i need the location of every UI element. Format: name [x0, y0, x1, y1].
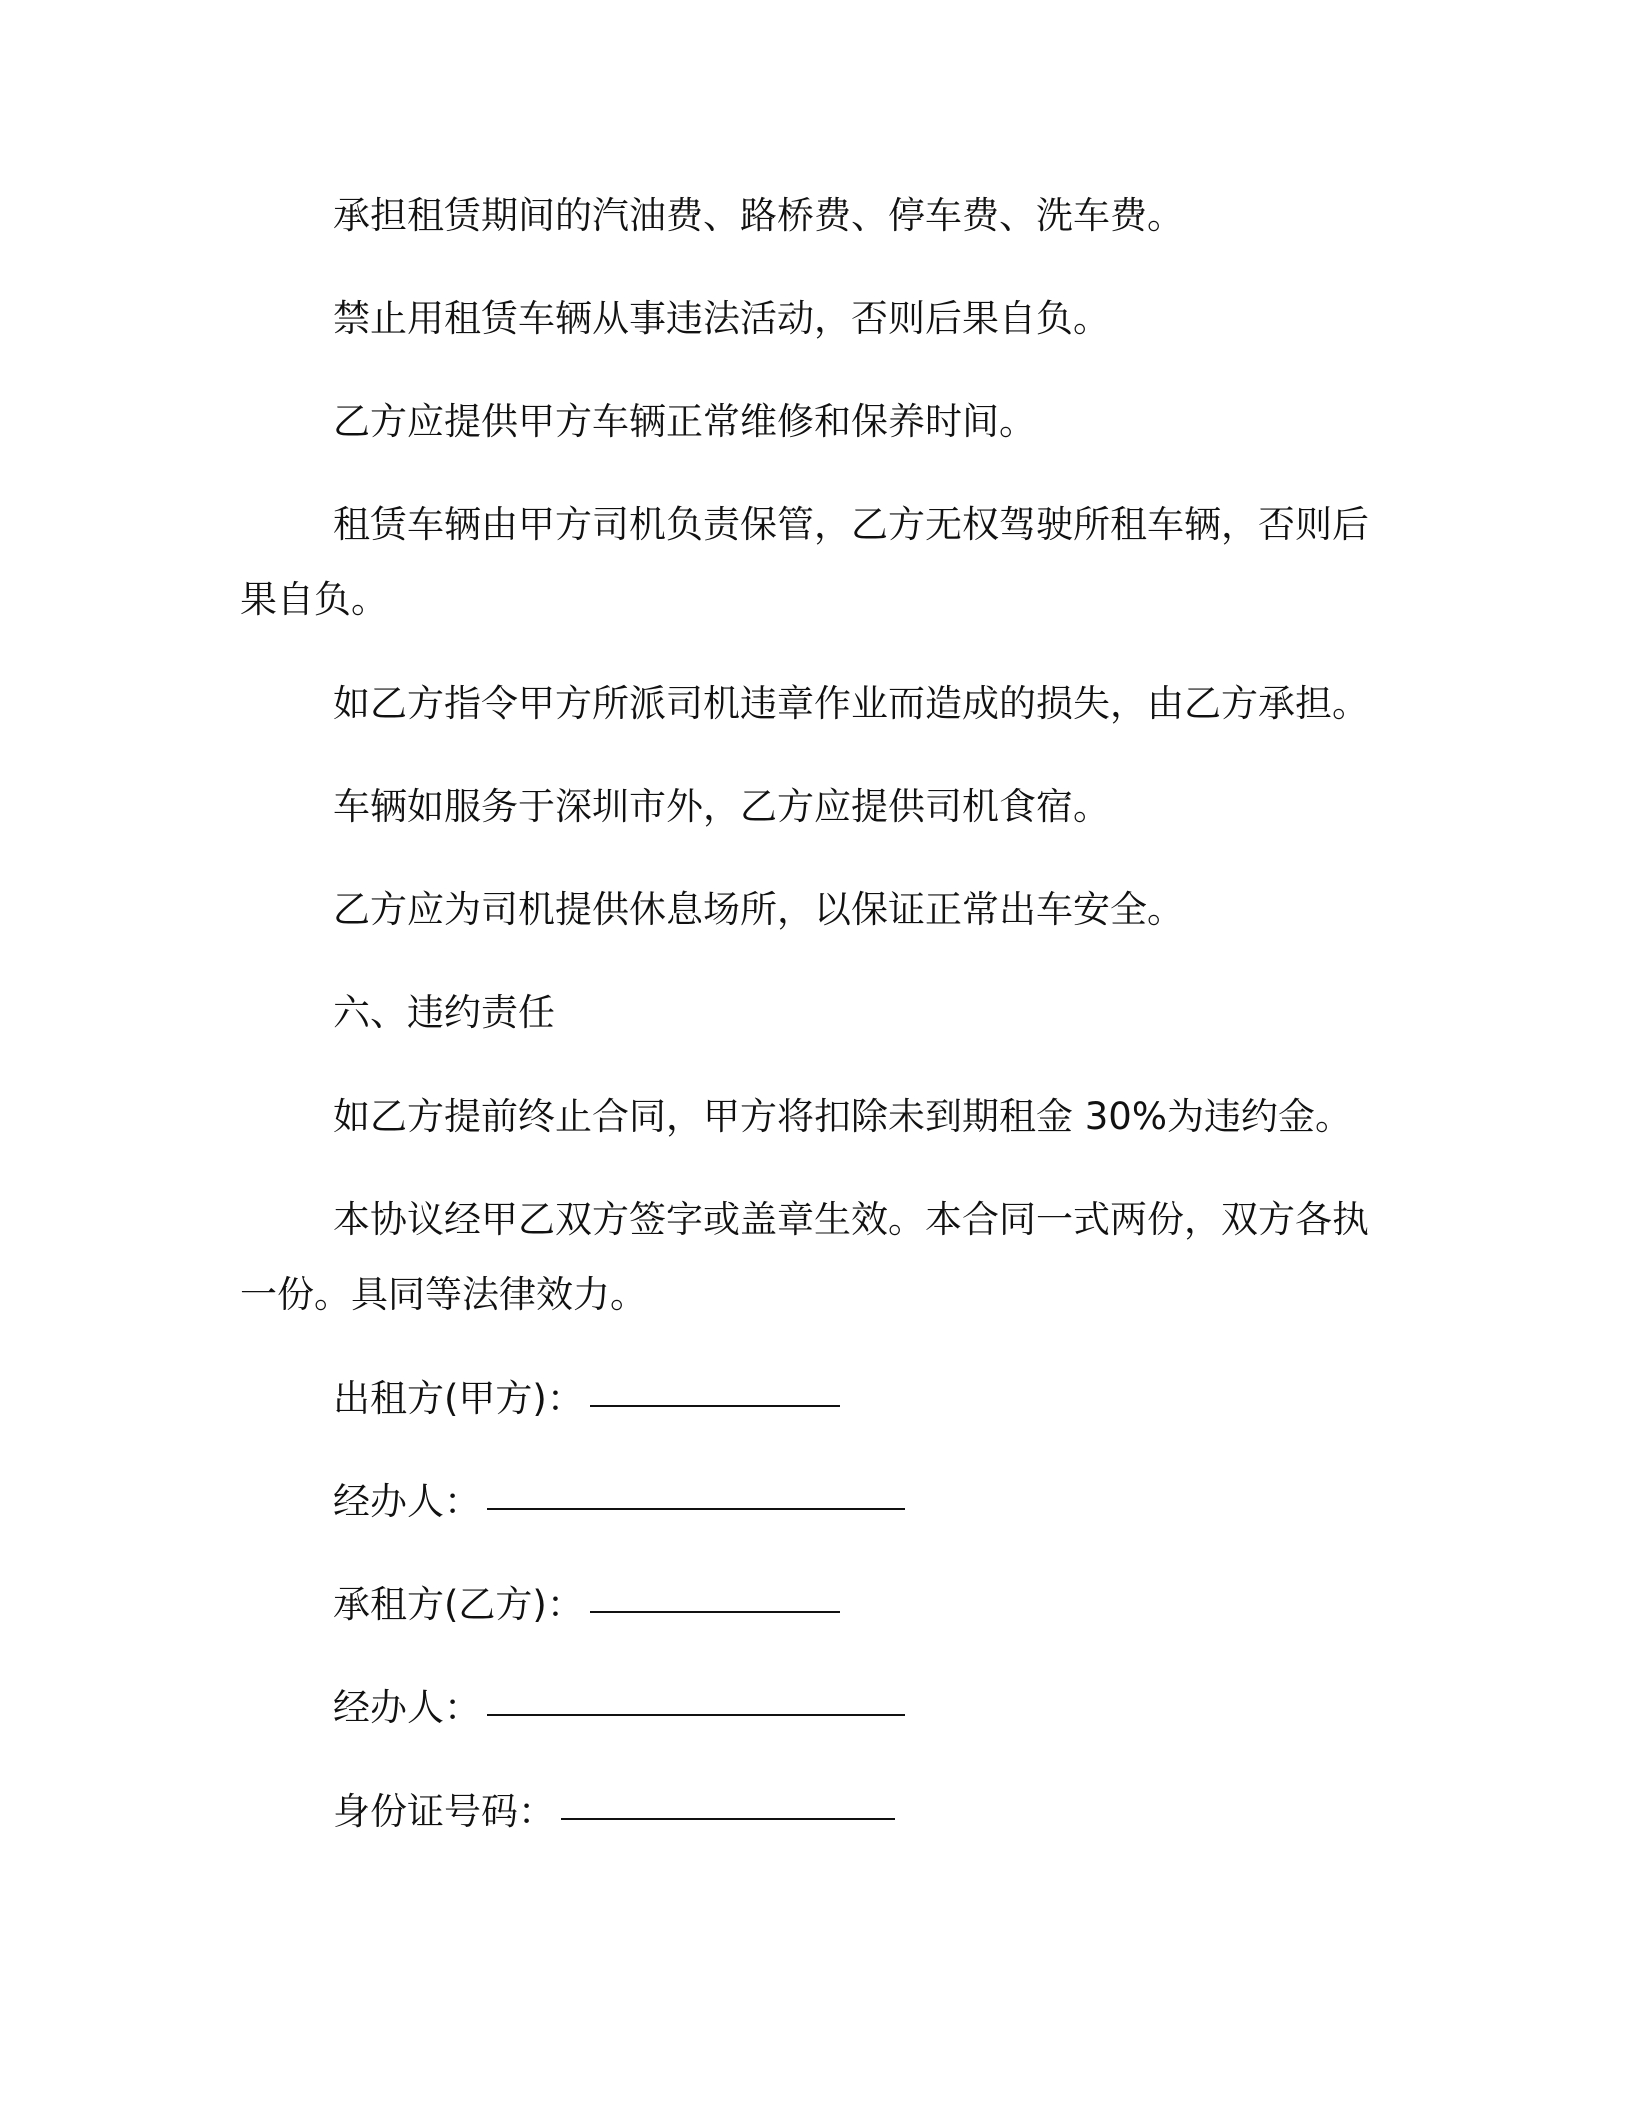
lessor-blank[interactable] — [590, 1405, 840, 1407]
paragraph-maintenance-time: 乙方应提供甲方车辆正常维修和保养时间。 — [333, 400, 1036, 443]
signature-line-lessor — [333, 1361, 840, 1437]
lessee-label: 承租方(乙方)： — [333, 1583, 584, 1626]
paragraph-fuel-fees: 承担租赁期间的汽油费、路桥费、停车费、洗车费。 — [333, 194, 1184, 237]
id-number-label: 身份证号码： — [333, 1790, 555, 1833]
paragraph-outside-city: 车辆如服务于深圳市外，乙方应提供司机食宿。 — [333, 785, 1110, 828]
paragraph-no-illegal-use: 禁止用租赁车辆从事违法活动，否则后果自负。 — [333, 297, 1110, 340]
paragraph-effectiveness-line2: 一份。具同等法律效力。 — [240, 1273, 647, 1316]
signature-line-id-number — [333, 1774, 895, 1850]
lessor-agent-label: 经办人： — [333, 1480, 481, 1523]
lessee-agent-blank[interactable] — [487, 1714, 905, 1716]
signature-line-lessor-agent — [333, 1464, 905, 1540]
signature-line-lessee-agent — [333, 1670, 905, 1746]
id-number-blank[interactable] — [561, 1818, 895, 1820]
lessor-agent-blank[interactable] — [487, 1508, 905, 1510]
signature-line-lessee — [333, 1567, 840, 1643]
paragraph-effectiveness-line1: 本协议经甲乙双方签字或盖章生效。本合同一式两份，双方各执 — [333, 1198, 1369, 1241]
paragraph-vehicle-custody-line1: 租赁车辆由甲方司机负责保管，乙方无权驾驶所租车辆，否则后 — [333, 503, 1369, 546]
lessor-label: 出租方(甲方)： — [333, 1377, 584, 1420]
paragraph-violation-loss: 如乙方指令甲方所派司机违章作业而造成的损失，由乙方承担。 — [333, 682, 1369, 725]
paragraph-early-termination: 如乙方提前终止合同，甲方将扣除未到期租金 30%为违约金。 — [333, 1095, 1352, 1138]
section-heading-liability: 六、违约责任 — [333, 991, 555, 1034]
paragraph-vehicle-custody-line2: 果自负。 — [240, 578, 388, 621]
lessee-blank[interactable] — [590, 1611, 840, 1613]
lessee-agent-label: 经办人： — [333, 1686, 481, 1729]
paragraph-rest-place: 乙方应为司机提供休息场所，以保证正常出车安全。 — [333, 888, 1184, 931]
